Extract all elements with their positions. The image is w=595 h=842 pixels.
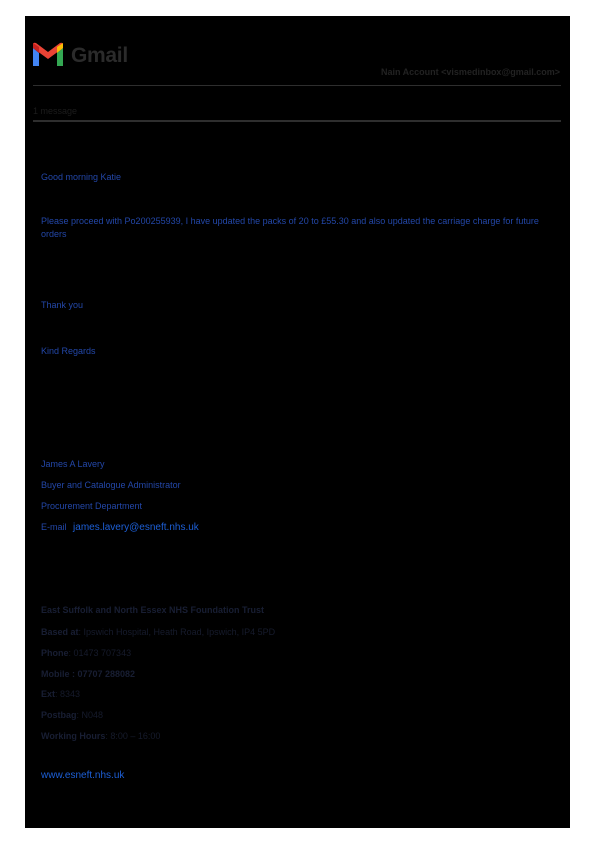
email-thanks: Thank you bbox=[41, 300, 84, 310]
website-link[interactable]: www.esneft.nhs.uk bbox=[41, 770, 125, 781]
gmail-m-icon bbox=[31, 42, 65, 68]
signature-phone: Phone: 01473 707343 bbox=[41, 648, 132, 658]
signature-hours: Working Hours: 8:00 – 16:00 bbox=[41, 731, 161, 741]
signature-org: East Suffolk and North Essex NHS Foundation Trust bbox=[41, 605, 265, 615]
email-greeting: Good morning Katie bbox=[41, 172, 122, 182]
signature-department: Procurement Department bbox=[41, 501, 143, 511]
signature-email-row bbox=[41, 522, 199, 533]
email-page bbox=[25, 16, 570, 828]
email-body: Please proceed with Po200255939, I have updated the packs of 20 to £55.30 and also updated the carriage charge for future orders bbox=[41, 216, 539, 239]
signature-title: Buyer and Catalogue Administrator bbox=[41, 480, 181, 490]
gmail-logo bbox=[31, 42, 126, 72]
signature-name: James A Lavery bbox=[41, 459, 105, 469]
email-link[interactable]: james.lavery@esneft.nhs.uk bbox=[73, 522, 199, 533]
email-regards: Kind Regards bbox=[41, 346, 96, 356]
signature-ext: Ext: 8343 bbox=[41, 689, 81, 699]
signature-postbag: Postbag: N048 bbox=[41, 710, 104, 720]
gmail-wordmark: Gmail bbox=[71, 44, 128, 67]
signature-based: Based at: Ipswich Hospital, Heath Road, Ipswich, IP4 5PD bbox=[41, 627, 276, 637]
signature-mobile: Mobile : 07707 288082 bbox=[41, 669, 136, 679]
header-divider bbox=[33, 85, 561, 86]
thread-divider bbox=[33, 120, 561, 122]
email-label: E-mail bbox=[41, 522, 67, 532]
message-count: 1 message bbox=[33, 106, 78, 116]
account-label: Nain Account <vismedinbox@gmail.com> bbox=[381, 67, 560, 77]
